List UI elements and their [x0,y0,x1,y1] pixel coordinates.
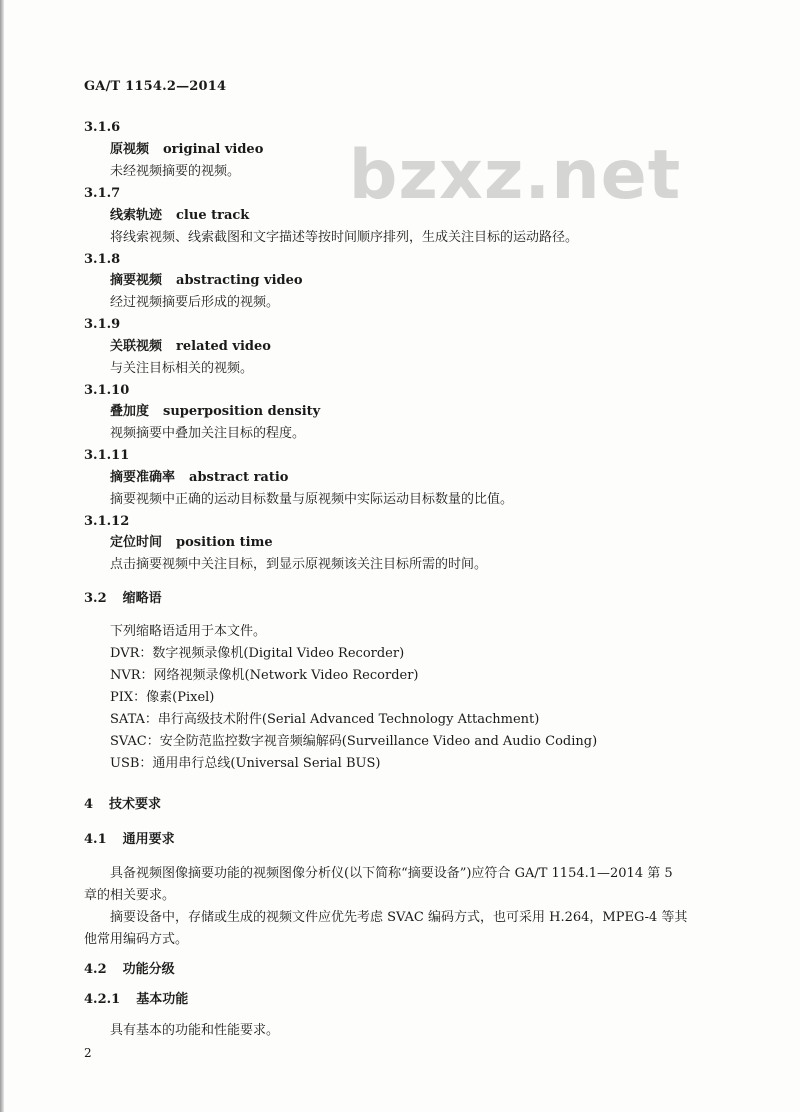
abbreviation-item: DVR：数字视频录像机(Digital Video Recorder) [110,646,405,661]
abbreviation-item: NVR：网络视频录像机(Network Video Recorder) [110,668,419,683]
clause-number: 3.1.9 [84,317,121,332]
term-en: position time [176,535,273,550]
term-heading [110,404,320,420]
term-definition: 点击摘要视频中关注目标，到显示原视频该关注目标所需的时间。 [110,557,488,572]
abbreviation-item: SVAC：安全防范监控数字视音频编解码(Surveillance Video and Audio Coding) [110,734,598,749]
term-definition: 与关注目标相关的视频。 [110,361,254,376]
term-definition: 经过视频摘要后形成的视频。 [110,295,280,310]
term-definition: 摘要视频中正确的运动目标数量与原视频中实际运动目标数量的比值。 [110,492,514,507]
page-edge [0,0,4,1112]
term-en: superposition density [163,404,321,419]
term-cn: 叠加度 [110,404,150,419]
clause-number: 3.1.10 [84,383,130,398]
clause-number: 3.1.8 [84,252,121,267]
term-heading [110,142,263,158]
section-heading-4-2-1: 4.2.1 基本功能 [84,992,189,1007]
term-cn: 线索轨迹 [110,208,163,223]
term-en: original video [163,142,264,157]
clause-number: 3.1.7 [84,186,121,201]
paragraph-line: 他常用编码方式。 [84,932,189,947]
abbreviation-item: USB：通用串行总线(Universal Serial BUS) [110,756,381,771]
term-definition: 将线索视频、线索截图和文字描述等按时间顺序排列，生成关注目标的运动路径。 [110,230,579,245]
section-heading-3-2: 3.2 缩略语 [84,591,162,606]
paragraph-line: 具备视频图像摘要功能的视频图像分析仪(以下简称“摘要设备”)应符合 GA/T 1154.1—2014 第 5 [110,866,673,881]
paragraph-line: 具有基本的功能和性能要求。 [110,1023,280,1038]
term-cn: 摘要准确率 [110,470,176,485]
term-heading [110,535,273,551]
term-heading [110,208,249,224]
clause-number: 3.1.12 [84,514,130,529]
clause-number: 3.1.6 [84,120,121,135]
term-cn: 摘要视频 [110,273,163,288]
term-en: related video [176,339,271,354]
document-header: GA/T 1154.2—2014 [84,79,227,94]
term-en: abstracting video [176,273,303,288]
term-cn: 关联视频 [110,339,163,354]
section-heading-4: 4 技术要求 [84,797,162,812]
term-en: abstract ratio [189,470,289,485]
term-heading [110,339,271,355]
term-cn: 定位时间 [110,535,163,550]
section-heading-4-2: 4.2 功能分级 [84,962,175,977]
abbreviation-item: PIX：像素(Pixel) [110,690,215,705]
term-definition: 未经视频摘要的视频。 [110,164,241,179]
paragraph-line: 章的相关要求。 [84,888,176,903]
paragraph-line: 摘要设备中，存储或生成的视频文件应优先考虑 SVAC 编码方式，也可采用 H.264，MPEG-4 等其 [110,910,688,925]
section-heading-4-1: 4.1 通用要求 [84,832,175,847]
term-heading [110,470,288,486]
term-cn: 原视频 [110,142,150,157]
abbreviation-item: SATA：串行高级技术附件(Serial Advanced Technology Attachment) [110,712,540,727]
page-number: 2 [84,1046,92,1060]
abbreviation-intro: 下列缩略语适用于本文件。 [110,624,267,639]
watermark: bzxz.net [348,136,682,215]
term-definition: 视频摘要中叠加关注目标的程度。 [110,426,306,441]
term-heading [110,273,303,289]
term-en: clue track [176,208,250,223]
clause-number: 3.1.11 [84,448,130,463]
